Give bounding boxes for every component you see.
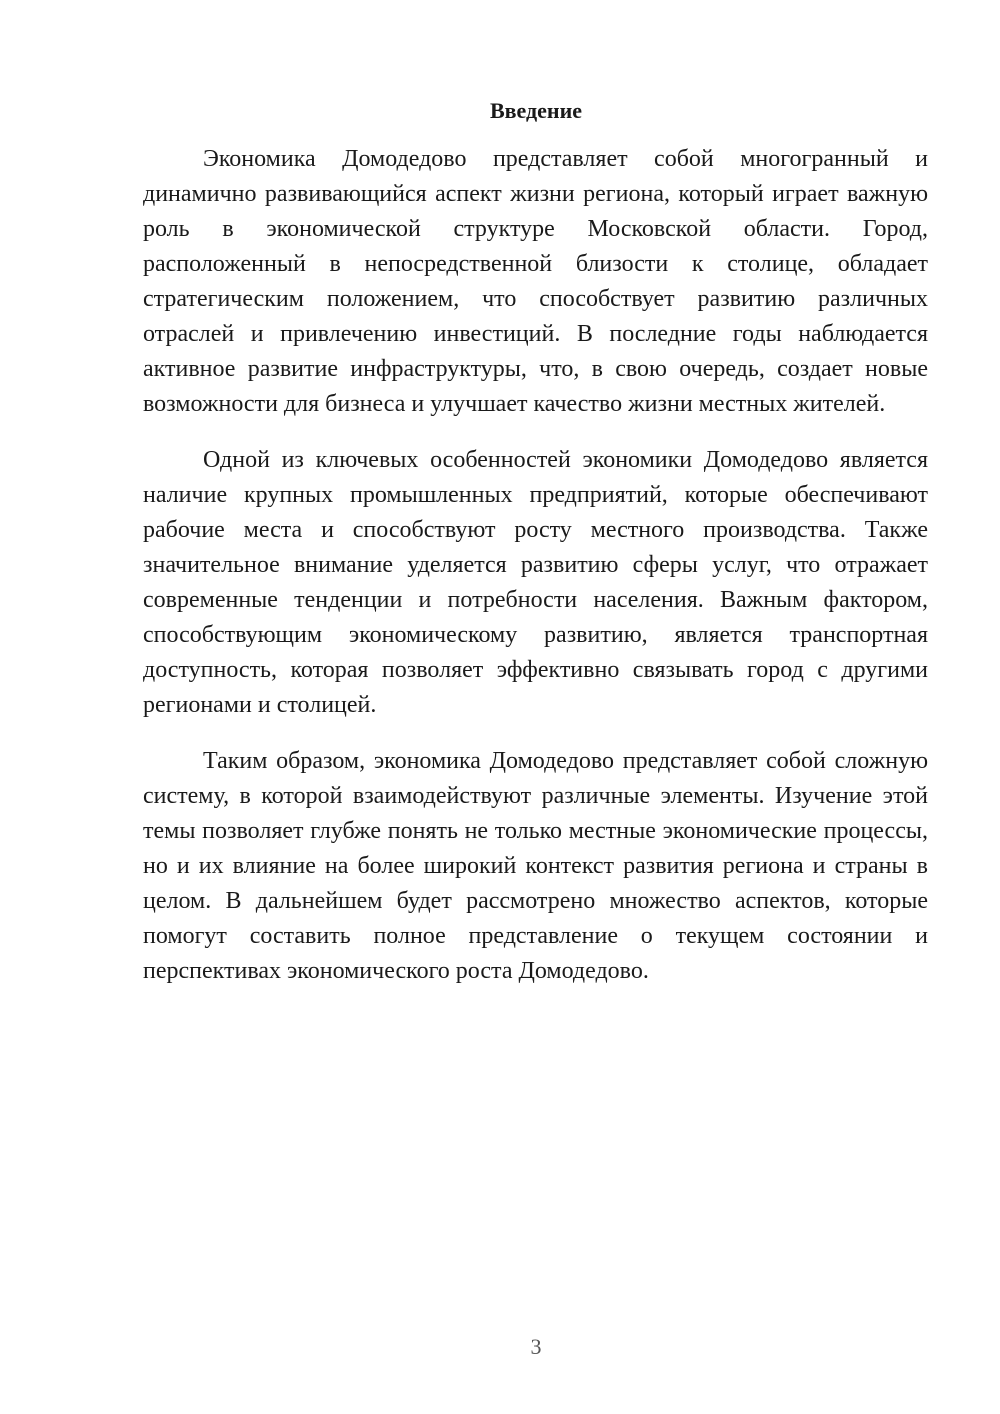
- page-number: 3: [530, 1334, 542, 1359]
- paragraph-3: Таким образом, экономика Домодедово представляет собой сложную систему, в которой взаимодействуют различные элементы. Изучение этой темы позволяет глубже понять не только местные экономические процессы, но и их влияние на более широкий контекст развития региона и страны в целом. В дальнейшем будет рассмотрено множество аспектов, которые помогут составить полное представление о текущем состоянии и перспективах экономического роста Домодедово.: [143, 748, 928, 984]
- paragraph-1: Экономика Домодедово представляет собой многогранный и динамично развивающийся аспект жизни региона, который играет важную роль в экономической структуре Московской области. Город, расположенный в непосредственной близости к столице, обладает стратегическим положением, что способствует развитию различных отраслей и привлечению инвестиций. В последние годы наблюдается активное развитие инфраструктуры, что, в свою очередь, создает новые возможности для бизнеса и улучшает качество жизни местных жителей.: [143, 146, 928, 417]
- paragraph-2: Одной из ключевых особенностей экономики Домодедово является наличие крупных промышленных предприятий, которые обеспечивают рабочие места и способствуют росту местного производства. Также значительное внимание уделяется развитию сферы услуг, что отражает современные тенденции и потребности населения. Важным фактором, способствующим экономическому развитию, является транспортная доступность, которая позволяет эффективно связывать город с другими регионами и столицей.: [143, 447, 928, 718]
- document-body: [143, 142, 928, 1010]
- page-title: Введение: [489, 98, 583, 123]
